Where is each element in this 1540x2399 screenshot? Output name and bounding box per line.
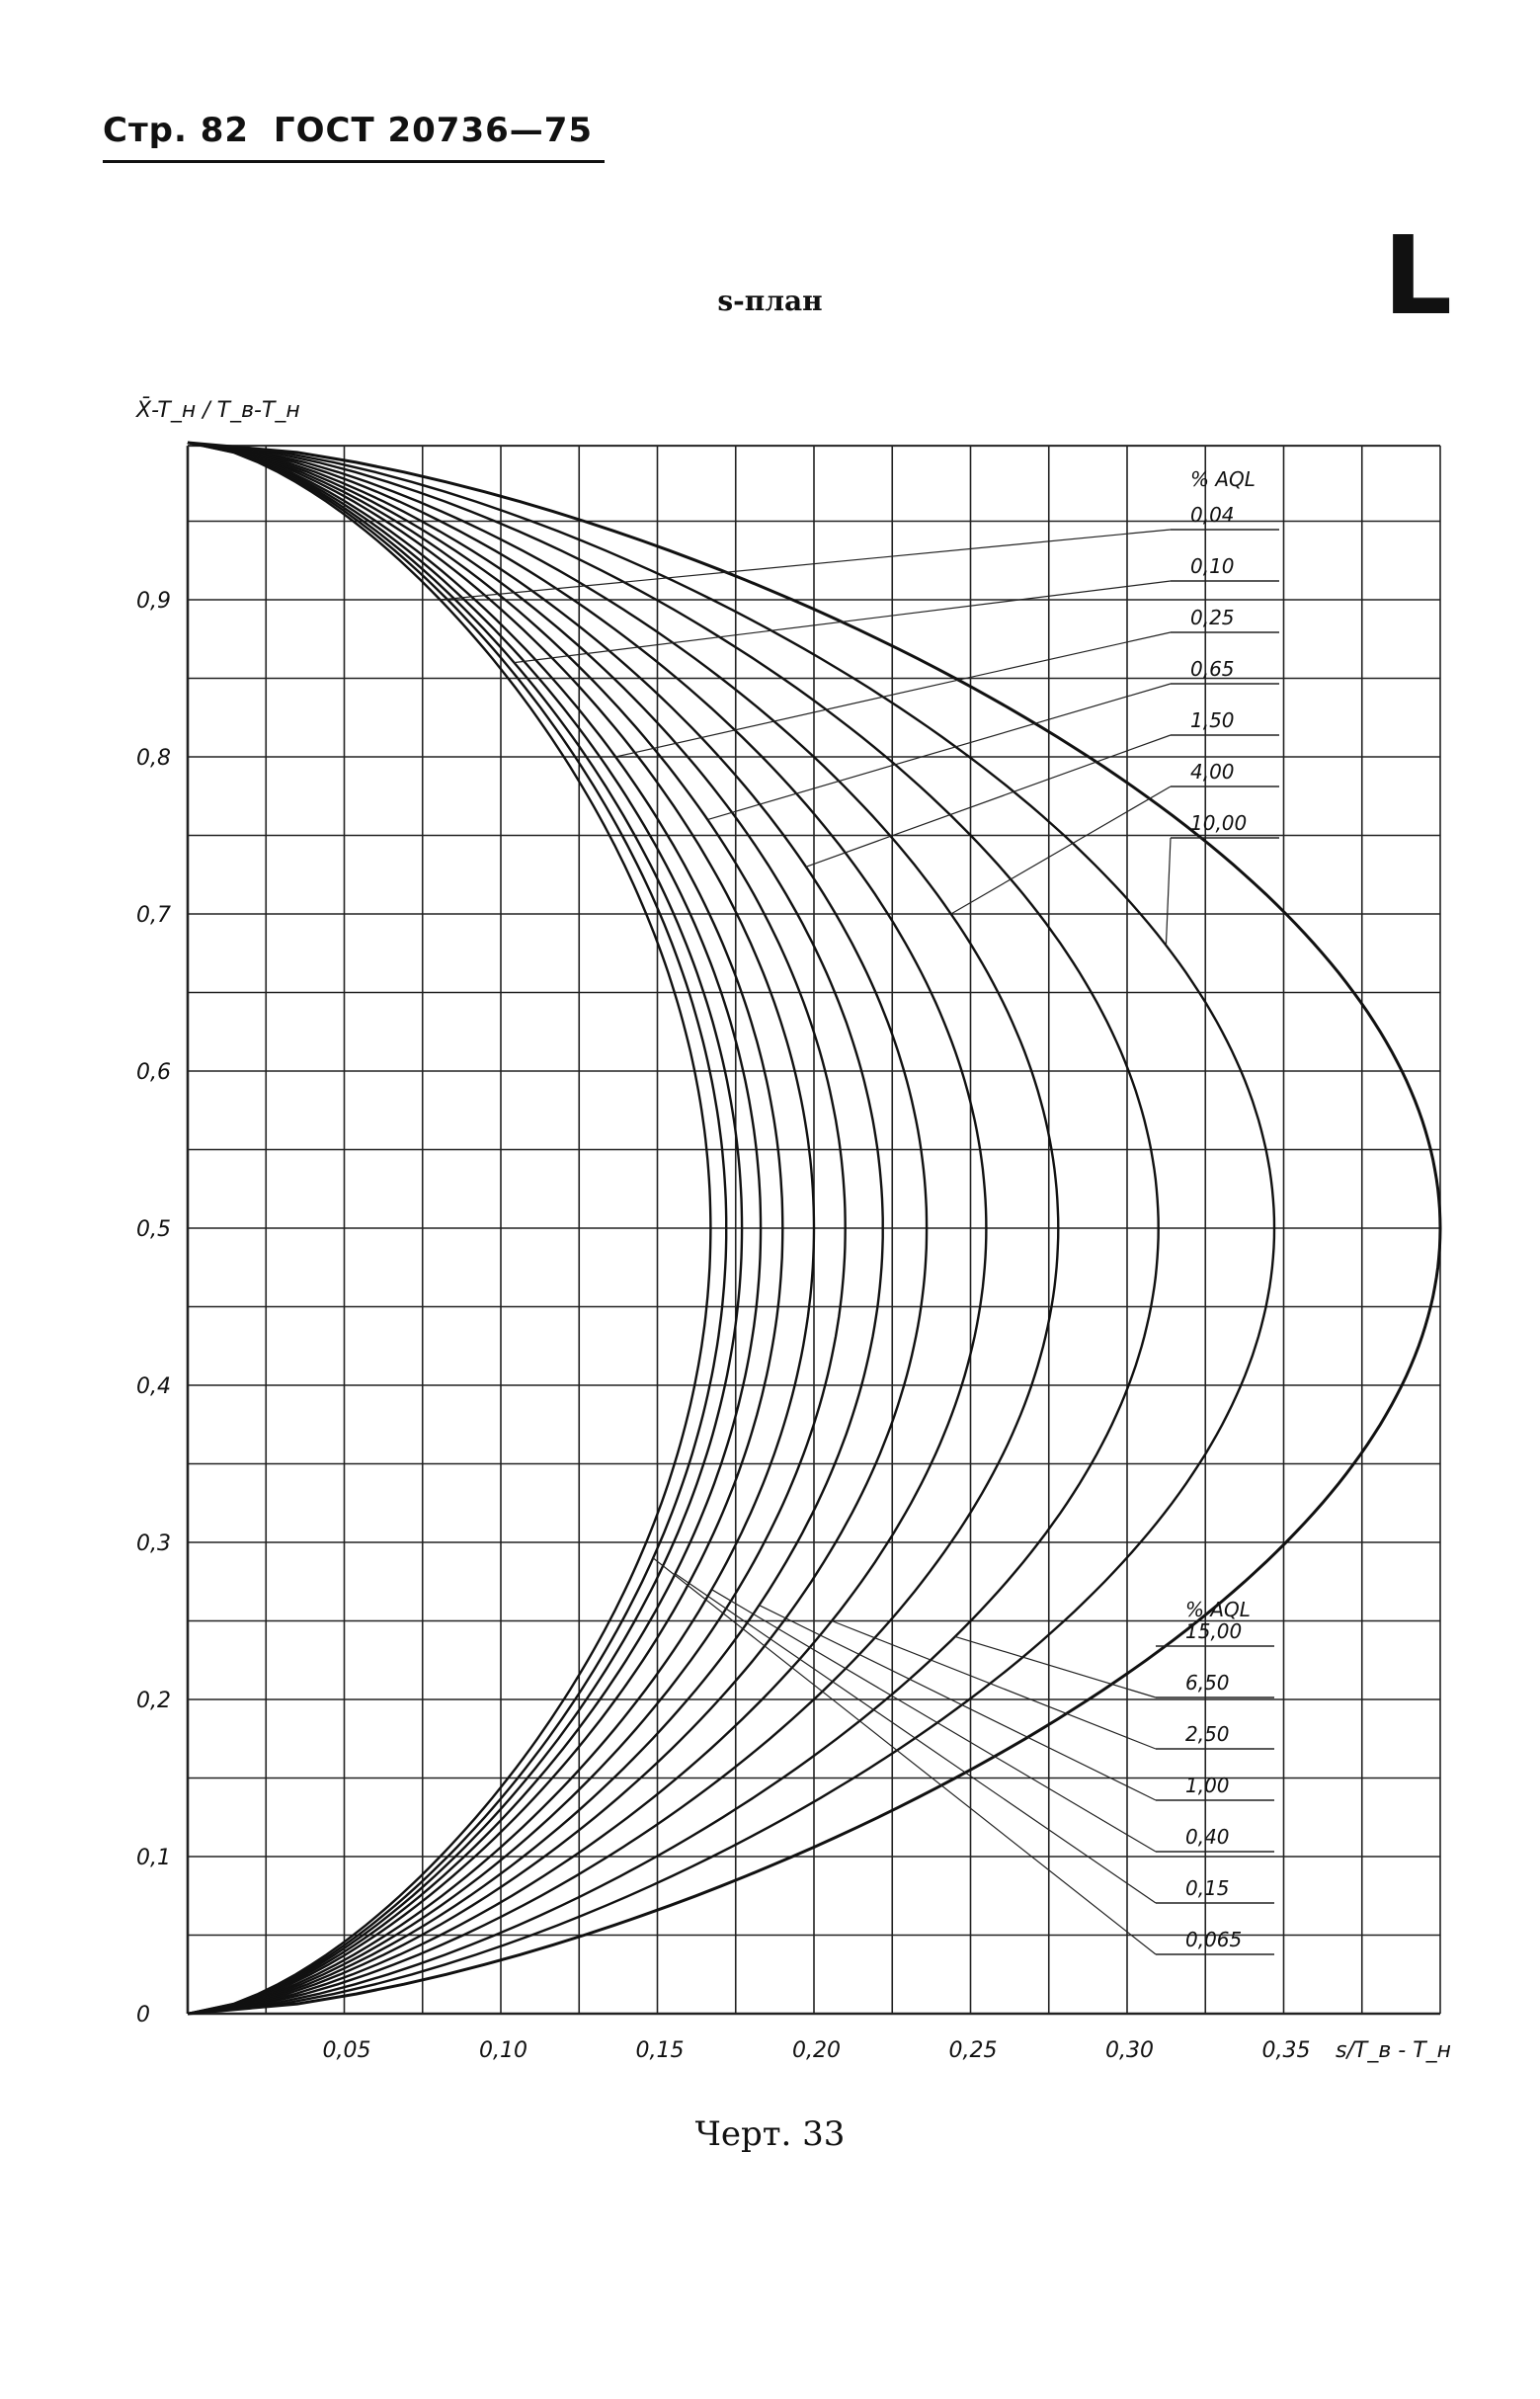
x-tick-label: 0,25 — [948, 2038, 998, 2063]
y-tick-label: 0,8 — [136, 746, 171, 771]
upper-legend-label: 0,10 — [1190, 554, 1235, 578]
y-tick-label: 0,2 — [136, 1689, 171, 1713]
corner-letter: L — [1383, 212, 1453, 339]
tick-labels — [136, 589, 1310, 2063]
lower-legend-label: 0,065 — [1185, 1928, 1243, 1951]
upper-legend-label: 0,04 — [1190, 503, 1235, 527]
x-axis-label: s/T_в - T_н — [1336, 2038, 1452, 2063]
figure-caption: Черт. 33 — [694, 2114, 846, 2154]
upper-legend-label: 0,25 — [1190, 606, 1235, 629]
x-tick-label: 0,30 — [1105, 2038, 1154, 2063]
x-tick-label: 0,05 — [322, 2038, 371, 2063]
lower-legend-label: 0,40 — [1185, 1825, 1230, 1849]
upper-legend-title: % AQL — [1190, 467, 1256, 491]
lower-legend-label: 0,15 — [1185, 1876, 1230, 1900]
lower-legend-title: % AQL — [1185, 1598, 1251, 1621]
y-tick-label: 0,1 — [136, 1846, 171, 1870]
y-tick-label: 0,7 — [136, 903, 171, 928]
page-number: Стр. 82 — [103, 111, 250, 150]
y-tick-label: 0,6 — [136, 1060, 171, 1085]
upper-legend-label: 4,00 — [1190, 760, 1235, 784]
lower-leader-line — [711, 1590, 1156, 1852]
standard-code: ГОСТ 20736—75 — [273, 111, 594, 150]
upper-leader-line — [514, 581, 1171, 663]
x-tick-label: 0,35 — [1261, 2038, 1311, 2063]
lower-legend-label: 2,50 — [1185, 1722, 1230, 1746]
upper-legend-label: 0,65 — [1190, 657, 1235, 681]
upper-leader-line — [615, 632, 1171, 757]
x-tick-label: 0,10 — [479, 2038, 527, 2063]
y-tick-label: 0,9 — [136, 589, 171, 614]
y-tick-label: 0,3 — [136, 1531, 171, 1556]
aql-legend — [1185, 467, 1256, 1951]
y-tick-label: 0,4 — [136, 1374, 171, 1399]
upper-leader-line — [806, 735, 1171, 867]
upper-leader-line — [1166, 838, 1171, 946]
lower-legend-label: 6,50 — [1185, 1671, 1230, 1695]
upper-legend-label: 1,50 — [1190, 708, 1235, 732]
chart-title: s-план — [717, 285, 823, 317]
lower-legend-label: 1,00 — [1185, 1774, 1230, 1797]
upper-leader-line — [707, 684, 1171, 820]
upper-legend-label: 10,00 — [1190, 811, 1248, 835]
y-axis-label: X̄-T_н / T_в-T_н — [136, 398, 300, 423]
lower-leader-line — [653, 1558, 1156, 1954]
x-tick-label: 0,20 — [792, 2038, 841, 2063]
x-tick-label: 0,15 — [635, 2038, 685, 2063]
lower-leader-line — [832, 1621, 1156, 1750]
y-tick-label: 0 — [136, 2003, 150, 2027]
y-tick-label: 0,5 — [136, 1217, 171, 1242]
lower-legend-label: 15,00 — [1185, 1619, 1243, 1643]
lower-leader-line — [676, 1574, 1156, 1903]
